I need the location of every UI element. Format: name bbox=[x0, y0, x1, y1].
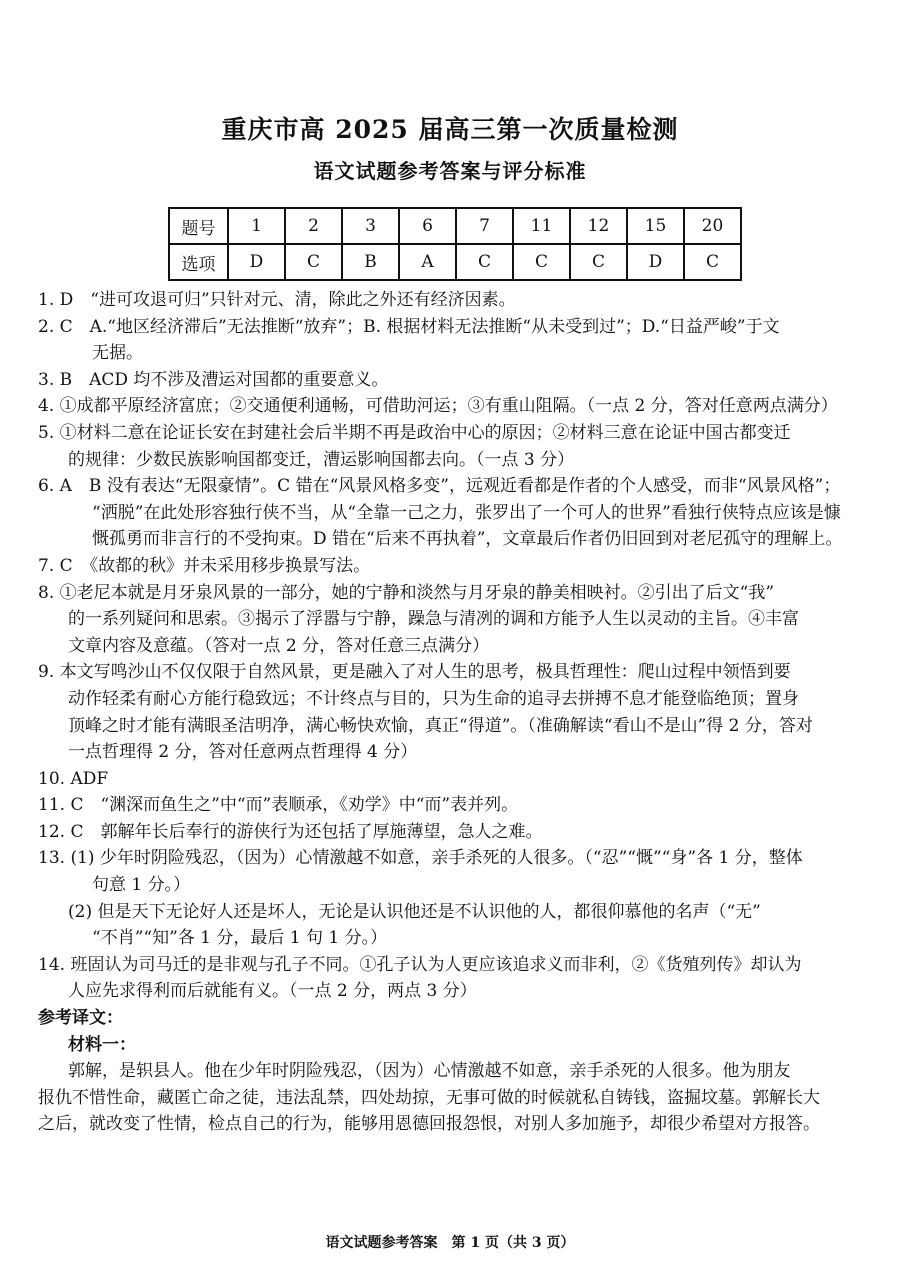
table-cell: C bbox=[684, 244, 741, 280]
table-header-cell: 题号 bbox=[169, 208, 228, 244]
table-cell: 11 bbox=[513, 208, 570, 244]
answer-line-q11: 11. C “渊深而鱼生之”中“而”表顺承，《劝学》中“而”表并列。 bbox=[38, 795, 519, 816]
page-title: 重庆市高 2025 届高三第一次质量检测 bbox=[221, 115, 679, 144]
answer-line-q9-cont: 一点哲理得 2 分，答对任意两点哲理得 4 分） bbox=[68, 742, 418, 763]
answer-line-q7: 7. C 《故都的秋》并未采用移步换景写法。 bbox=[38, 555, 371, 576]
table-cell: D bbox=[627, 244, 684, 280]
table-cell: C bbox=[285, 244, 342, 280]
page-subtitle: 语文试题参考答案与评分标准 bbox=[313, 159, 587, 183]
translation-line: 报仇不惜性命，藏匿亡命之徒，违法乱禁，四处劫掠，无事可做的时候就私自铸钱，盗掘坟墓。郭解长大 bbox=[38, 1087, 820, 1108]
answer-line-q9-cont: 顶峰之时才能有满眼圣洁明净，满心畅快欢愉，真正“得道”。（准确解读“看山不是山”得 2 分，答对 bbox=[68, 715, 813, 736]
table-row-numbers bbox=[169, 208, 741, 244]
answer-line-q13-2-cont: “不肖”“知”各 1 分，最后 1 句 1 分。） bbox=[92, 928, 388, 949]
answer-line-q6-cont: 慨孤勇而非言行的不受拘束。D 错在“后来不再执着”，文章最后作者仍旧回到对老尼孤守的理解上。 bbox=[92, 529, 843, 550]
answer-line-q14-cont: 人应先求得利而后就能有义。（一点 2 分，两点 3 分） bbox=[68, 981, 477, 1002]
table-cell: C bbox=[513, 244, 570, 280]
table-cell: C bbox=[570, 244, 627, 280]
answer-line-q13-2: (2) 但是天下无论好人还是坏人，无论是认识他还是不认识他的人，都很仰慕他的名声（“无” bbox=[68, 901, 761, 922]
answer-line-q9: 9. 本文写鸣沙山不仅仅限于自然风景，更是融入了对人生的思考，极具哲理性：爬山过程中领悟到要 bbox=[38, 662, 791, 683]
table-cell: 3 bbox=[342, 208, 399, 244]
answer-line-q3: 3. B ACD 均不涉及漕运对国都的重要意义。 bbox=[38, 369, 389, 390]
table-cell: C bbox=[456, 244, 513, 280]
answer-line-q10: 10. ADF bbox=[38, 768, 109, 789]
translation-line: 郭解，是轵县人。他在少年时阴险残忍，（因为）心情激越不如意，亲手杀死的人很多。他为朋友 bbox=[68, 1061, 791, 1082]
answer-line-q12: 12. C 郭解年长后奉行的游侠行为还包括了厚施薄望，急人之难。 bbox=[38, 821, 543, 842]
answer-line-q1: 1. D “进可攻退可归”只针对元、清，除此之外还有经济因素。 bbox=[38, 290, 516, 310]
page-footer: 语文试题参考答案 第 1 页（共 3 页） bbox=[325, 1235, 575, 1251]
answer-line-q6-cont: “洒脱”在此处形容独行侠不当，从“全靠一己之力，张罗出了一个可人的世界”看独行侠特点应该是慷 bbox=[92, 502, 841, 523]
answer-line-q8-cont: 文章内容及意蕴。（答对一点 2 分，答对任意三点满分） bbox=[68, 635, 490, 656]
answer-line-q14: 14. 班固认为司马迁的是非观与孔子不同。①孔子认为人更应该追求义而非利，②《货殖列传》却认为 bbox=[38, 954, 802, 975]
table-cell: A bbox=[399, 244, 456, 280]
table-cell: 1 bbox=[228, 208, 285, 244]
answer-line-q8-cont: 的一系列疑问和思索。③揭示了浮嚣与宁静，躁急与清冽的调和方能予人生以灵动的主旨。④丰富 bbox=[68, 609, 799, 630]
answer-body bbox=[38, 287, 864, 1138]
translation-line: 之后，就改变了性情，检点自己的行为，能够用恩德回报怨恨，对别人多加施予，却很少希望对方报答。 bbox=[38, 1114, 820, 1135]
answer-line-q5: 5. ①材料二意在论证长安在封建社会后半期不再是政治中心的原因；②材料三意在论证中国古都变迁 bbox=[38, 422, 791, 443]
answer-line-q13-1-cont: 句意 1 分。） bbox=[92, 875, 191, 896]
material-one-heading: 材料一： bbox=[68, 1034, 136, 1055]
answer-line-q4: 4. ①成都平原经济富庶；②交通便利通畅，可借助河运；③有重山阻隔。（一点 2 分，答对任意两点满分） bbox=[38, 396, 838, 417]
answer-line-q8: 8. ①老尼本就是月牙泉风景的一部分，她的宁静和淡然与月牙泉的静美相映衬。②引出了后文“我” bbox=[38, 582, 775, 603]
table-cell: 15 bbox=[627, 208, 684, 244]
answer-line-q5-cont: 的规律：少数民族影响国都变迁，漕运影响国都去向。（一点 3 分） bbox=[68, 449, 575, 470]
table-header-cell: 选项 bbox=[169, 244, 228, 280]
answer-line-q6: 6. A B 没有表达“无限豪情”。C 错在“风景风格多变”，远观近看都是作者的个人感受，而非“风景风格”； bbox=[38, 476, 841, 497]
table-cell: B bbox=[342, 244, 399, 280]
table-cell: 7 bbox=[456, 208, 513, 244]
answer-line-q2-cont: 无据。 bbox=[92, 343, 143, 364]
answer-line-q9-cont: 动作轻柔有耐心方能行稳致远；不计终点与目的，只为生命的追寻去拼搏不息才能登临绝顶；置身 bbox=[68, 688, 799, 709]
table-cell: 6 bbox=[399, 208, 456, 244]
table-cell: 2 bbox=[285, 208, 342, 244]
answer-line-q2: 2. C A.“地区经济滞后”无法推断“放弃”；B. 根据材料无法推断“从未受到过”；D.“日益严峻”于文 bbox=[38, 316, 780, 337]
table-cell: 12 bbox=[570, 208, 627, 244]
answer-line-q13-1: 13. (1) 少年时阴险残忍，（因为）心情激越不如意，亲手杀死的人很多。（“忍”“慨”“身”各 1 分，整体 bbox=[38, 848, 803, 869]
table-row-options bbox=[169, 244, 741, 280]
answer-table bbox=[168, 207, 742, 281]
table-cell: D bbox=[228, 244, 285, 280]
table-cell: 20 bbox=[684, 208, 741, 244]
translation-heading: 参考译文： bbox=[38, 1008, 123, 1029]
